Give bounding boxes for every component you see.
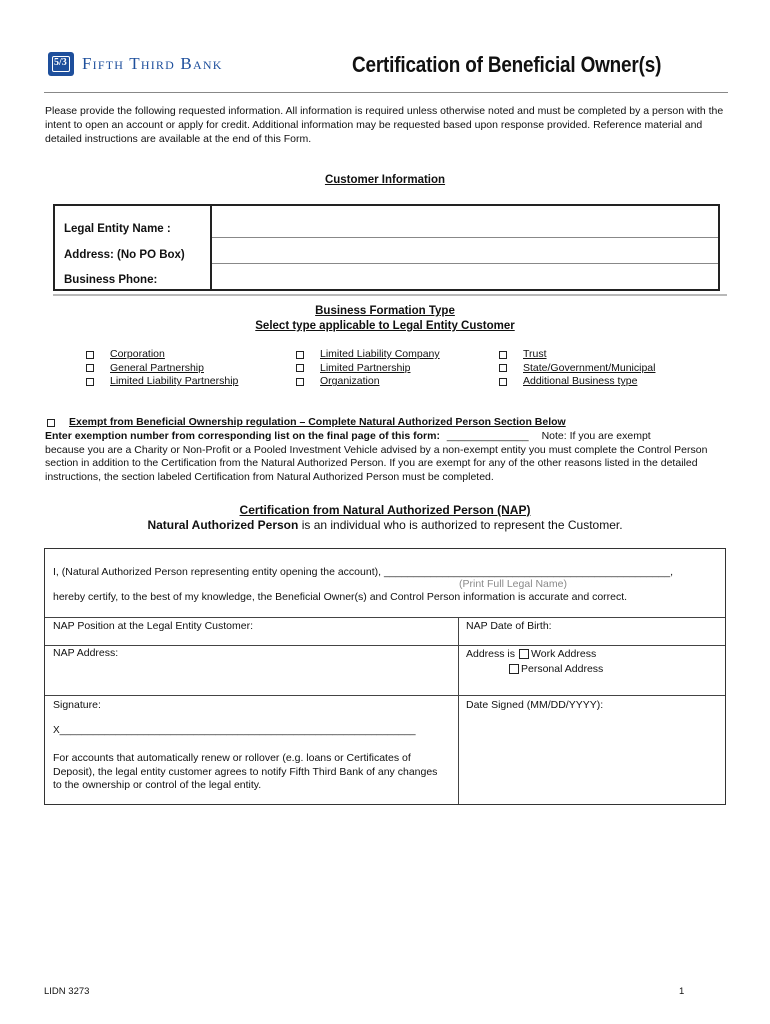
date-signed-label: Date Signed (MM/DD/YYYY):: [466, 699, 604, 711]
date-signed-field[interactable]: [466, 715, 716, 735]
checkbox-icon[interactable]: [296, 378, 304, 386]
exempt-checkbox-icon[interactable]: [47, 419, 55, 427]
option-general-partnership[interactable]: General Partnership: [86, 362, 238, 376]
bank-logo: [48, 52, 223, 76]
business-phone-label: Business Phone:: [64, 274, 158, 286]
nap-position-field[interactable]: [53, 620, 453, 644]
legal-entity-name-label: Legal Entity Name :: [64, 223, 171, 235]
checkbox-icon[interactable]: [499, 378, 507, 386]
form-id: LIDN 3273: [44, 986, 90, 997]
customer-info-table: [53, 204, 720, 291]
address-label: Address: (No PO Box): [64, 249, 185, 261]
exempt-note: Note: If you are exempt: [541, 429, 651, 442]
personal-address-label: Personal Address: [521, 663, 604, 675]
nap-address-field[interactable]: [53, 661, 453, 691]
exemption-number-label: Enter exemption number from corresponding list on the final page of this form:: [45, 429, 440, 442]
personal-address-checkbox-icon[interactable]: [509, 664, 519, 674]
work-address-checkbox-icon[interactable]: [519, 649, 529, 659]
nap-position-label: NAP Position at the Legal Entity Customer:: [53, 620, 253, 632]
nap-heading: Certification from Natural Authorized Person (NAP): [239, 503, 531, 517]
option-organization[interactable]: Organization: [296, 375, 440, 389]
renewal-note: For accounts that automatically renew or rollover (e.g. loans or Certificates of Deposit), the legal entity customer agrees to notify Fifth Third Bank of any changes to the ownership or control of the legal entity.: [53, 752, 438, 792]
exempt-body: because you are a Charity or Non-Profit or a Pooled Investment Vehicle advised by a non-exempt entity you must complete the Control Person section in addition to the Certification from the Natural Authorized Person. If you are exempt for any of the other reasons listed in the detailed instructions, the section labeled Certification from Natural Authorized Person must be completed.: [45, 443, 708, 484]
nap-dob-label: NAP Date of Birth:: [466, 620, 552, 632]
bank-logo-icon: 5/3: [48, 52, 74, 76]
work-address-label: Work Address: [531, 648, 597, 660]
nap-subheading: Natural Authorized Person is an individual who is authorized to represent the Customer.: [147, 518, 623, 532]
customer-table-shadow: [53, 294, 727, 296]
checkbox-icon[interactable]: [296, 351, 304, 359]
option-state-government-municipal[interactable]: State/Government/Municipal: [499, 362, 655, 376]
nap-table: [44, 548, 726, 805]
header-divider: [44, 92, 728, 93]
option-additional-business-type[interactable]: Additional Business type: [499, 375, 655, 389]
nap-address-label: NAP Address:: [53, 647, 119, 659]
signature-label: Signature:: [53, 699, 101, 711]
option-limited-partnership[interactable]: Limited Partnership: [296, 362, 440, 376]
option-corporation[interactable]: Corporation: [86, 348, 238, 362]
formation-heading: Business Formation Type: [315, 305, 455, 317]
checkbox-icon[interactable]: [499, 364, 507, 372]
checkbox-icon[interactable]: [499, 351, 507, 359]
business-phone-field[interactable]: [220, 274, 712, 290]
checkbox-icon[interactable]: [296, 364, 304, 372]
formation-column-2: [296, 348, 440, 389]
option-limited-liability-partnership[interactable]: Limited Liability Partnership: [86, 375, 238, 389]
signature-line[interactable]: X________________________________________________________________: [53, 725, 416, 736]
exemption-number-field[interactable]: ______________: [446, 429, 529, 442]
address-type-group: [466, 648, 596, 660]
checkbox-icon[interactable]: [86, 351, 94, 359]
form-title: Certification of Beneficial Owner(s): [352, 52, 662, 77]
option-limited-liability-company[interactable]: Limited Liability Company: [296, 348, 440, 362]
page-number: 1: [679, 986, 685, 997]
certify-statement-2: hereby certify, to the best of my knowledge, the Beneficial Owner(s) and Control Person information is accurate and correct.: [53, 591, 628, 603]
formation-subheading: Select type applicable to Legal Entity Customer: [255, 320, 515, 332]
customer-info-heading: Customer Information: [324, 174, 446, 186]
checkbox-icon[interactable]: [86, 378, 94, 386]
exempt-section: [45, 416, 735, 485]
bank-name: Fifth Third Bank: [82, 54, 223, 73]
formation-column-3: [499, 348, 655, 389]
formation-column-1: [86, 348, 238, 389]
option-trust[interactable]: Trust: [499, 348, 655, 362]
address-is-label: Address is: [466, 648, 516, 660]
nap-dob-field[interactable]: [466, 620, 716, 644]
exempt-heading: Exempt from Beneficial Ownership regulation – Complete Natural Authorized Person Section Below: [69, 416, 566, 428]
personal-address-option: [509, 663, 603, 675]
certify-statement: I, (Natural Authorized Person representing entity opening the account), _________________________________________________,: [53, 566, 674, 578]
print-name-hint: (Print Full Legal Name): [459, 578, 567, 590]
intro-text: Please provide the following requested information. All information is required unless otherwise noted and must be completed by a person with the intent to open an account or apply for credit. Additional information may be requested based upon response provided. Reference material and detailed instructions are available at the end of this Form.: [45, 105, 724, 145]
checkbox-icon[interactable]: [86, 364, 94, 372]
